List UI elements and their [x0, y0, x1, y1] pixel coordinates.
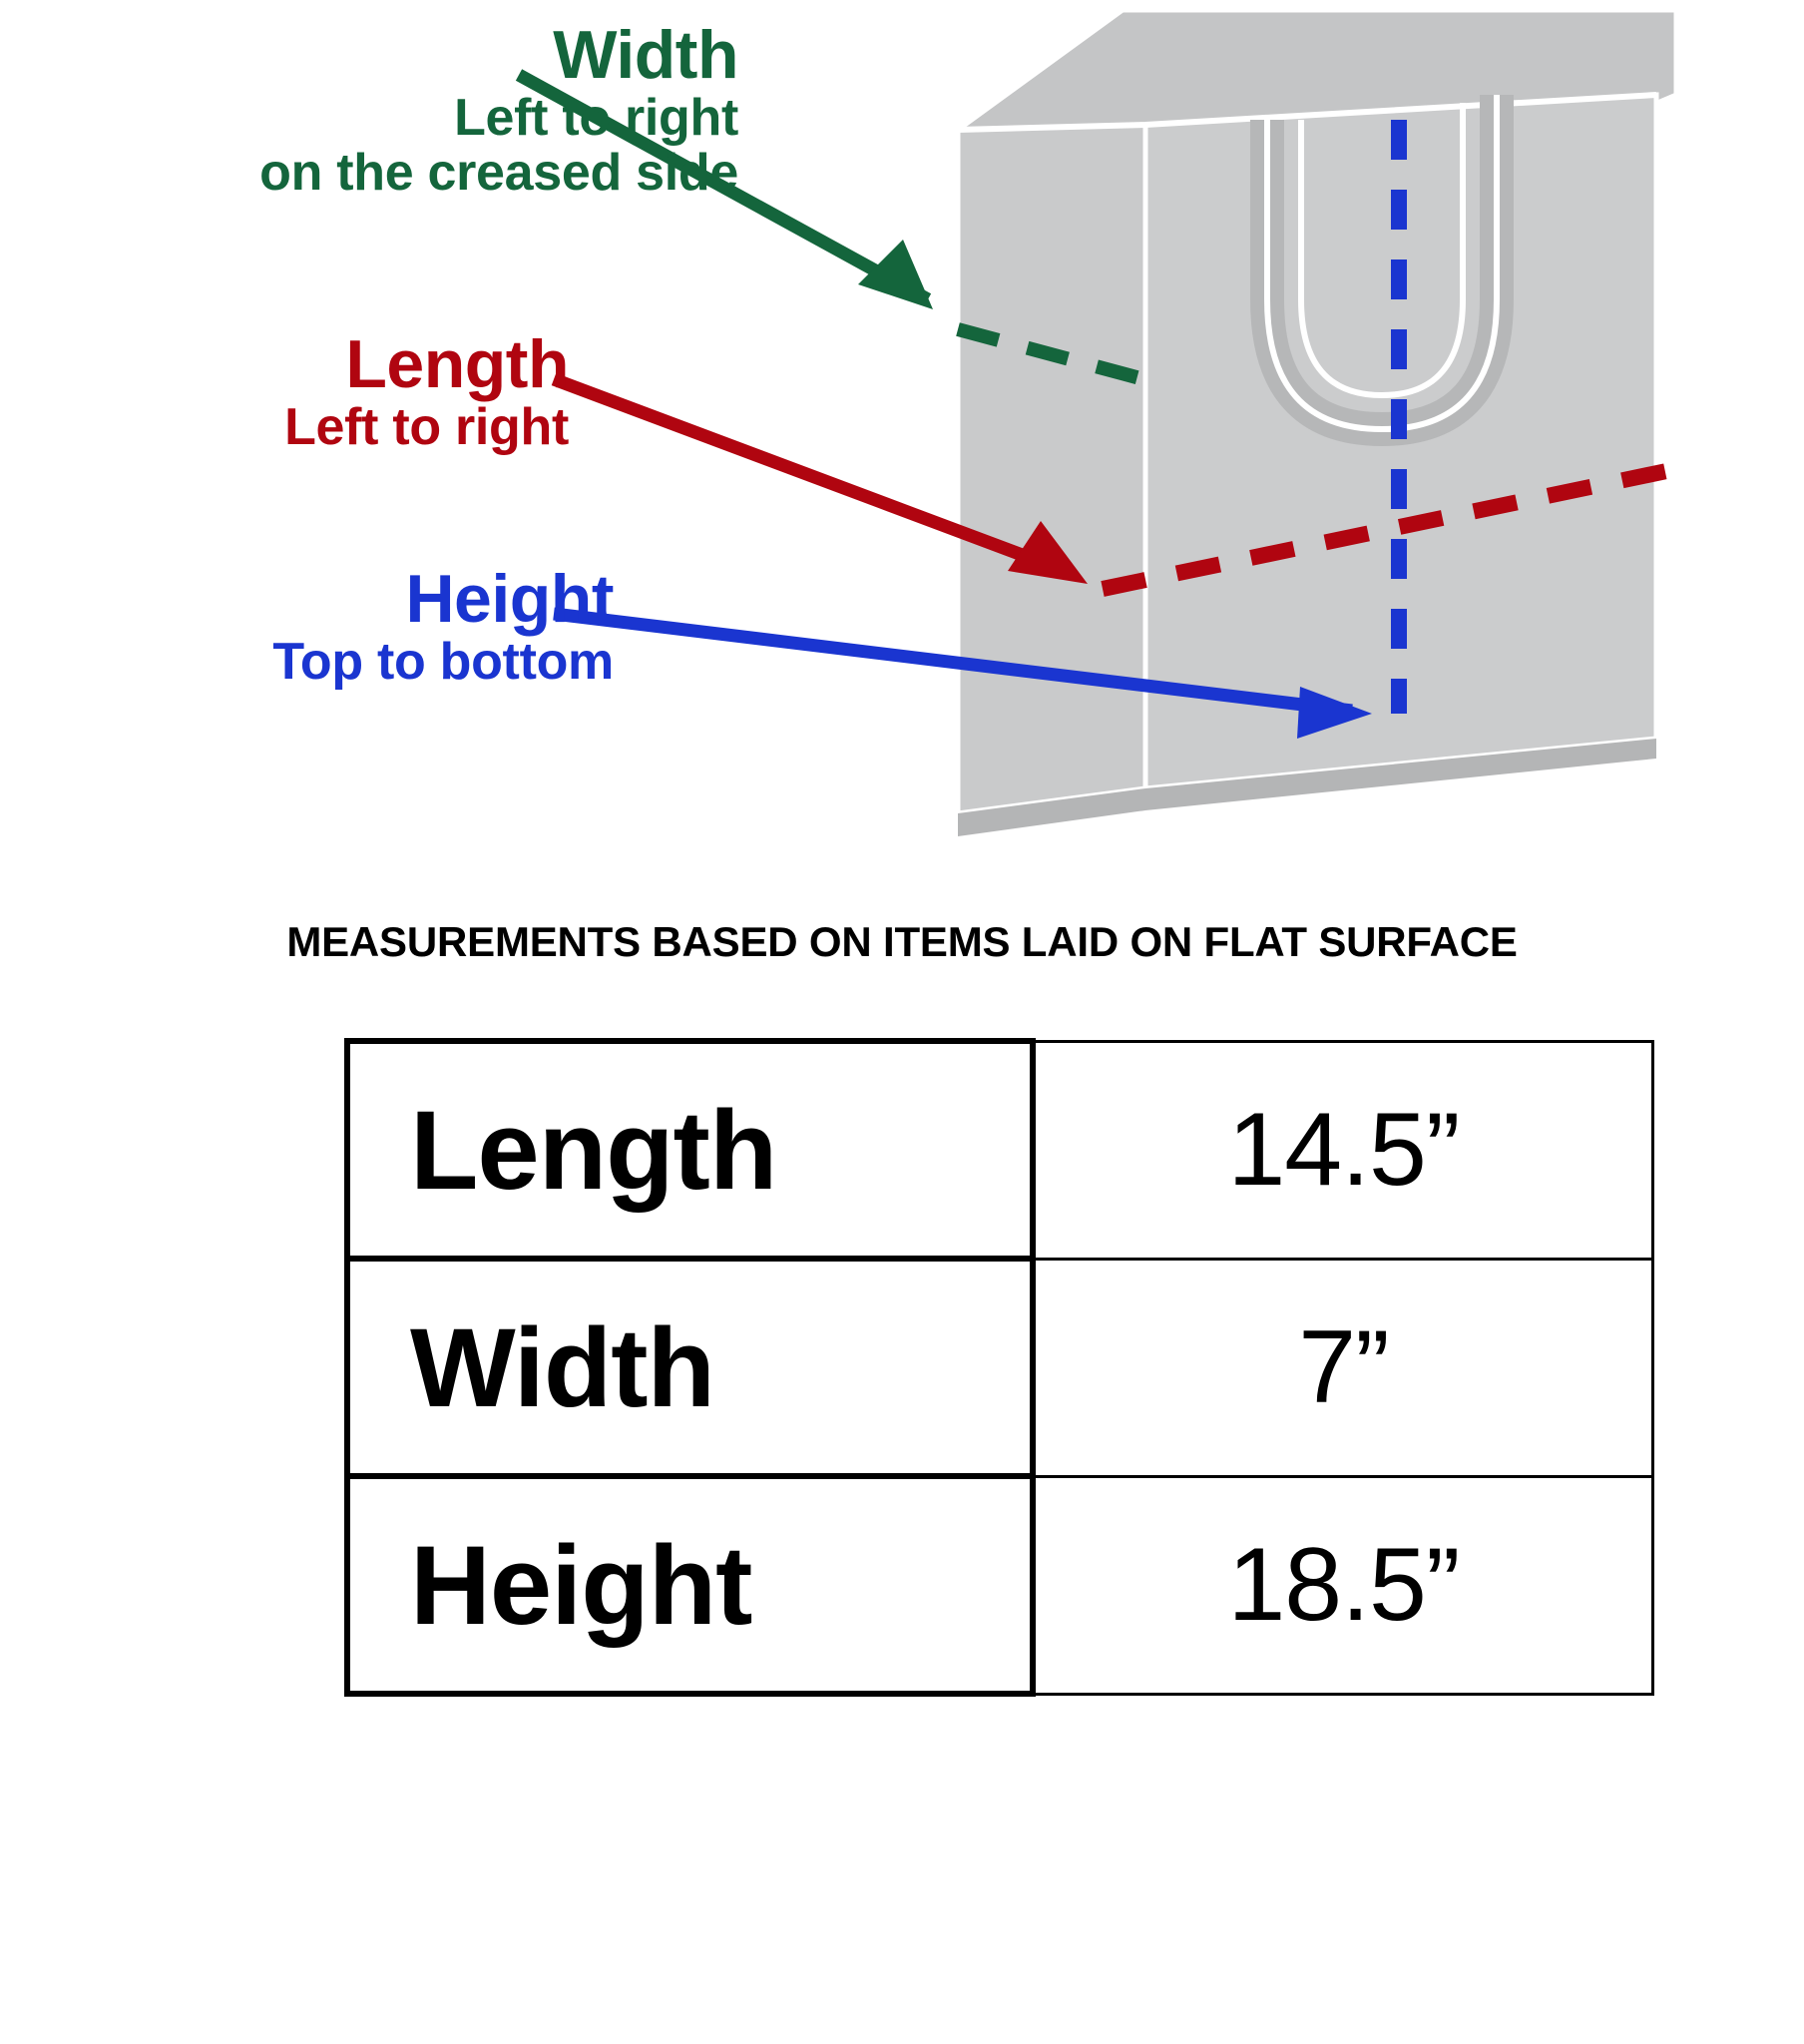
legend-length: [0, 326, 569, 457]
dimension-value: 18.5”: [1033, 1476, 1653, 1694]
legend-width-sub2: on the creased side: [259, 143, 738, 202]
legend-width-title: Width: [553, 17, 738, 93]
dimensions-table: [344, 1038, 1654, 1697]
dimension-label: Height: [347, 1476, 1033, 1694]
table-row: [347, 1259, 1653, 1476]
legend-length-title: Length: [345, 326, 569, 402]
legend-height-title: Height: [405, 561, 614, 637]
measurements-caption: MEASUREMENTS BASED ON ITEMS LAID ON FLAT SURFACE: [286, 918, 1518, 965]
legend-length-sub1: Left to right: [284, 398, 569, 457]
dimension-value: 7”: [1033, 1259, 1653, 1476]
table-row: [347, 1476, 1653, 1694]
dimension-value: 14.5”: [1033, 1041, 1653, 1259]
legend-width-sub1: Left to right: [454, 89, 738, 148]
legend-height: [0, 561, 614, 692]
legend-width: [0, 17, 738, 202]
table-row: [347, 1041, 1653, 1259]
legend-height-sub1: Top to bottom: [272, 633, 614, 692]
measurement-diagram: [0, 0, 1804, 878]
dimension-label: Length: [347, 1041, 1033, 1259]
dimension-label: Width: [347, 1259, 1033, 1476]
